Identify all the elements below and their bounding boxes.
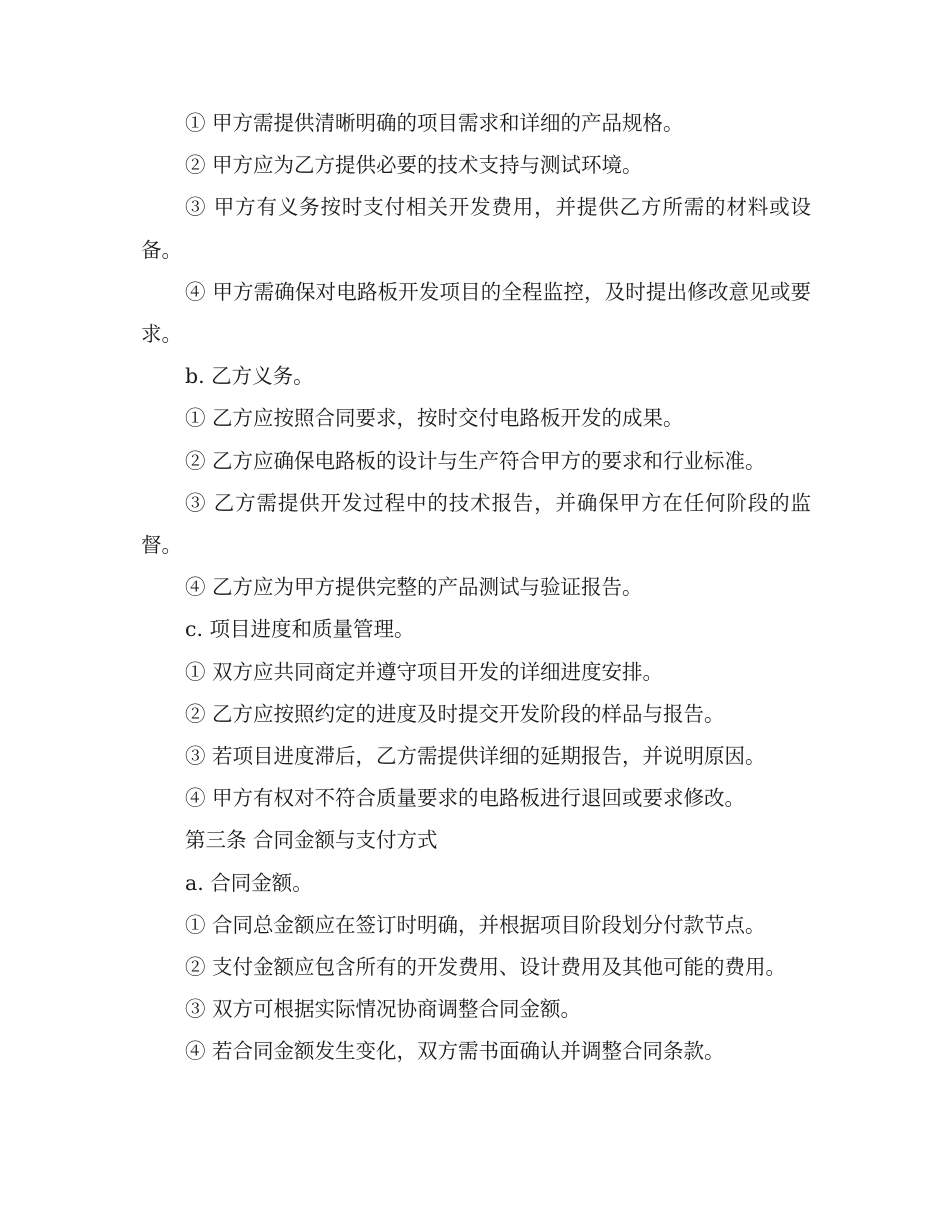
paragraph-party-b-obligation-2: ② 乙方应确保电路板的设计与生产符合甲方的要求和行业标准。 [185, 448, 766, 473]
paragraph-party-b-obligation-3: ③ 乙方需提供开发过程中的技术报告，并确保甲方在任何阶段的监督。 [141, 490, 811, 558]
paragraph-party-a-obligation-3: ③ 甲方有义务按时支付相关开发费用，并提供乙方所需的材料或设备。 [141, 195, 811, 262]
paragraph-progress-quality-1: ① 双方应共同商定并遵守项目开发的详细进度安排。 [185, 659, 664, 684]
paragraph-party-a-obligation-2: ② 甲方应为乙方提供必要的技术支持与测试环境。 [185, 153, 643, 178]
paragraph-progress-quality-2: ② 乙方应按照约定的进度及时提交开发阶段的样品与报告。 [185, 701, 725, 726]
article-heading-contract-amount: 第三条 合同金额与支付方式 [185, 828, 438, 853]
section-heading-progress-quality: c. 项目进度和质量管理。 [185, 617, 415, 642]
paragraph-party-a-obligation-1: ① 甲方需提供清晰明确的项目需求和详细的产品规格。 [185, 111, 684, 135]
section-heading-party-b-obligations: b. 乙方义务。 [185, 364, 314, 389]
paragraph-progress-quality-3: ③ 若项目进度滞后，乙方需提供详细的延期报告，并说明原因。 [185, 744, 766, 769]
paragraph-party-b-obligation-4: ④ 乙方应为甲方提供完整的产品测试与验证报告。 [185, 575, 643, 600]
paragraph-contract-amount-1: ① 合同总金额应在签订时明确，并根据项目阶段划分付款节点。 [185, 912, 766, 937]
paragraph-contract-amount-4: ④ 若合同金额发生变化，双方需书面确认并调整合同条款。 [185, 1039, 725, 1064]
paragraph-progress-quality-4: ④ 甲方有权对不符合质量要求的电路板进行退回或要求修改。 [185, 786, 746, 811]
paragraph-party-a-obligation-4: ④ 甲方需确保对电路板开发项目的全程监控，及时提出修改意见或要求。 [141, 279, 811, 347]
paragraph-party-b-obligation-1: ① 乙方应按照合同要求，按时交付电路板开发的成果。 [185, 406, 684, 431]
section-heading-contract-amount: a. 合同金额。 [185, 870, 313, 895]
document-body [141, 102, 811, 1073]
paragraph-contract-amount-3: ③ 双方可根据实际情况协商调整合同金额。 [185, 997, 582, 1022]
paragraph-contract-amount-2: ② 支付金额应包含所有的开发费用、设计费用及其他可能的费用。 [185, 955, 787, 980]
